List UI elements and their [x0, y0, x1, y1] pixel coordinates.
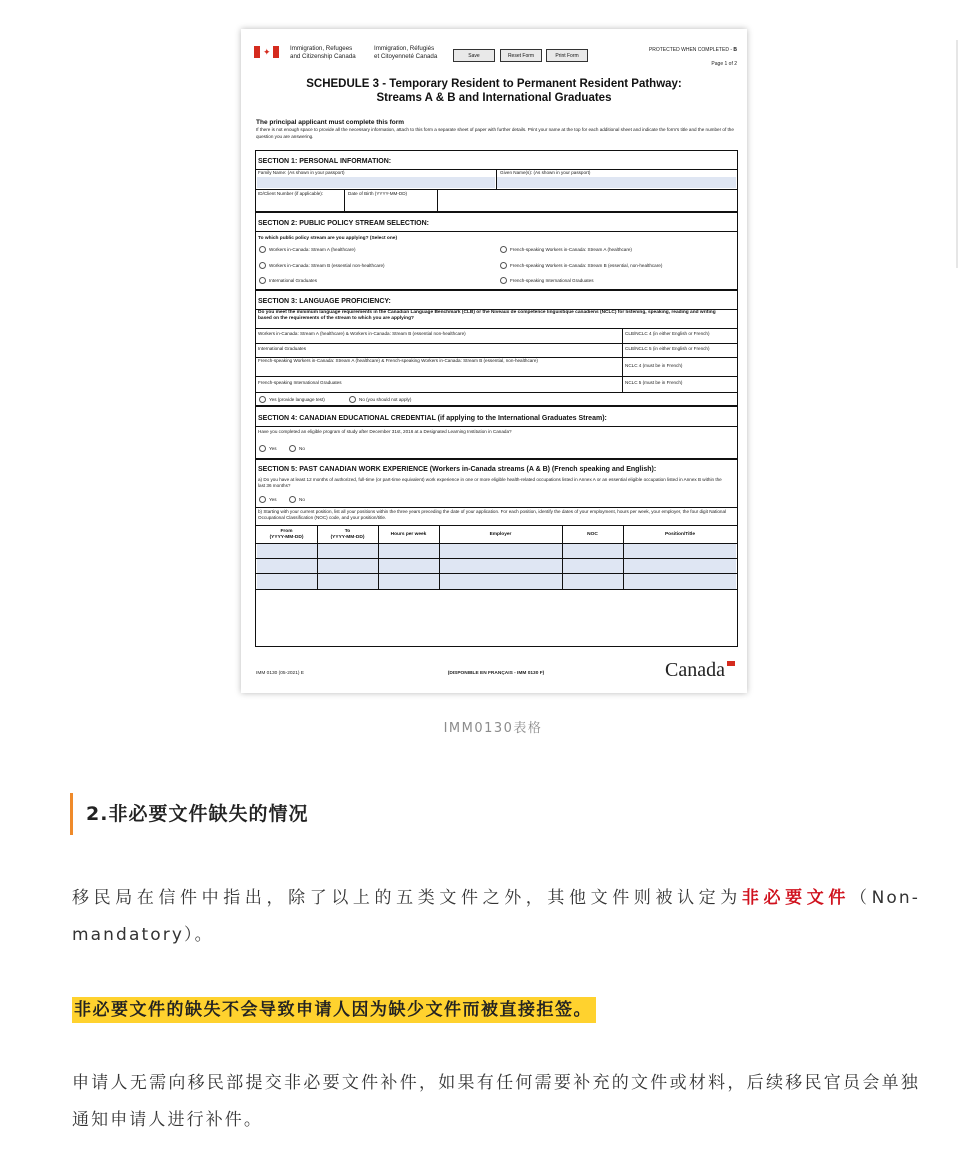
form-title: SCHEDULE 3 - Temporary Resident to Permanent Resident Pathway: Streams A & B and International Graduates [306, 78, 682, 104]
option-workers-stream-a: Workers in-Canada: Stream A (healthcare) [269, 247, 356, 252]
section-3-title: SECTION 3: LANGUAGE PROFICIENCY: [258, 298, 391, 305]
lang-row-3-stream: French-speaking Workers in-Canada: Stream A (healthcare) & French-speaking Workers in-Canada: Stream B (essential, non-healthcare) [258, 358, 538, 363]
highlighted-statement: 非必要文件的缺失不会导致申请人因为缺少文件而被直接拒签。 [72, 997, 596, 1023]
education-no-label: No [299, 446, 305, 451]
lang-row-3-req: NCLC 4 (must be in French) [625, 363, 683, 368]
radio-language-yes[interactable] [259, 396, 266, 403]
radio-workers-stream-a[interactable] [259, 246, 266, 253]
radio-work-yes[interactable] [259, 496, 266, 503]
col-from: From (YYYY-MM-DD) [269, 529, 304, 540]
form-image [241, 29, 747, 693]
print-form-button[interactable]: Print Form [546, 49, 588, 62]
option-workers-stream-b: Workers in-Canada: Stream B (essential non-healthcare) [269, 263, 385, 268]
lang-row-4-stream: French-speaking International Graduates [258, 380, 342, 385]
section-4 [255, 406, 738, 459]
col-hours: Hours per week [390, 532, 427, 537]
radio-workers-stream-b[interactable] [259, 262, 266, 269]
radio-education-no[interactable] [289, 445, 296, 452]
col-position: Position/Title [664, 532, 696, 537]
section-3 [255, 290, 738, 406]
given-names-input[interactable] [497, 177, 736, 188]
lang-row-1-stream: Workers in-Canada: Stream A (healthcare) & Workers in-Canada: Stream B (essential non-healthcare) [258, 331, 466, 336]
reset-form-button[interactable]: Reset Form [500, 49, 542, 62]
work-row-3[interactable] [257, 574, 736, 589]
section-1 [255, 150, 738, 212]
section-4-title: SECTION 4: CANADIAN EDUCATIONAL CREDENTIAL (if applying to the International Graduates Stream): [258, 415, 607, 422]
language-yes-label: Yes (provide language test) [269, 397, 325, 402]
col-employer: Employer [489, 532, 512, 537]
education-question: Have you completed an eligible program of study after December 31st, 2016 at a Designated Learning Institution in Canada? [258, 429, 512, 434]
work-row-2[interactable] [257, 559, 736, 573]
option-french-international-graduates: French-speaking International Graduates [510, 278, 594, 283]
paragraph-2: 申请人无需向移民部提交非必要文件补件，如果有任何需要补充的文件或材料，后续移民官员会单独通知申请人进行补件。 [72, 1073, 920, 1130]
col-noc: NOC [587, 532, 598, 537]
language-no-label: No (you should not apply) [359, 397, 412, 402]
emphasis-non-mandatory: 非必要文件 [741, 888, 850, 908]
section-2-title: SECTION 2: PUBLIC POLICY STREAM SELECTION: [258, 220, 429, 227]
radio-work-no[interactable] [289, 496, 296, 503]
department-name-en: Immigration, Refugees and Citizenship Canada [290, 45, 356, 60]
french-availability: (DISPONIBLE EN FRANÇAIS - IMM 0130 F) [447, 671, 545, 676]
protected-label: PROTECTED WHEN COMPLETED - B [648, 47, 737, 53]
work-yes-label: Yes [269, 497, 277, 502]
department-name-fr: Immigration, Réfugiés et Citoyenneté Canada [374, 45, 438, 60]
principal-instruction: The principal applicant must complete this form [256, 119, 405, 126]
radio-international-graduates[interactable] [259, 277, 266, 284]
radio-language-no[interactable] [349, 396, 356, 403]
principal-note: If there is not enough space to provide all the necessary information, attach to this form a separate sheet of paper with further details. Print your name at the top for each additional sheet and indicate the form's title and the number of the question you are answering. [256, 127, 734, 139]
option-international-graduates: International Graduates [269, 278, 318, 283]
language-question: Do you meet the minimum language requirements in the Canadian Language Benchmark (CLB) or the Niveaux de competence linguistique canadiens (NCLC) for listening, speaking, reading and writing based on the requirements of the stream to which you are applying? [258, 310, 716, 321]
work-question-a: a) Do you have at least 12 months of authorized, full-time (or part-time equivalent) work experience in one or more eligible health-related occupations listed in Annex A or an essential eligible occupation listed in Annex B within the last 36 months? [258, 477, 722, 488]
radio-french-workers-stream-a[interactable] [500, 246, 507, 253]
work-row-1[interactable] [257, 544, 736, 558]
radio-education-yes[interactable] [259, 445, 266, 452]
client-id-label: ID/Client Number (if applicable): [258, 191, 324, 196]
option-french-workers-stream-b: French-speaking Workers in-Canada: Stream B (essential, non-healthcare) [510, 263, 663, 268]
section-1-title: SECTION 1: PERSONAL INFORMATION: [258, 158, 392, 165]
lang-row-2-stream: International Graduates [258, 346, 307, 351]
lang-row-4-req: NCLC 5 (must be in French) [625, 380, 683, 385]
col-to: To (YYYY-MM-DD) [330, 529, 365, 540]
wordmark-flag-icon [727, 661, 735, 666]
section-2 [255, 212, 738, 290]
stream-question: To which public policy stream are you applying? (Select one) [258, 236, 398, 241]
lang-row-1-req: CLB/NCLC 4 (in either English or French) [625, 331, 710, 336]
family-name-input[interactable] [257, 177, 495, 188]
dob-label: Date of Birth (YYYY-MM-DD) [348, 191, 408, 196]
form-code: IMM 0130 (05-2021) E [256, 671, 304, 676]
education-yes-label: Yes [269, 446, 277, 451]
family-name-label: Family Name: (As shown in your passport) [258, 170, 345, 175]
section-5-title: SECTION 5: PAST CANADIAN WORK EXPERIENCE (Workers in-Canada streams (A & B) (French speaking and English): [258, 466, 657, 473]
radio-french-workers-stream-b[interactable] [500, 262, 507, 269]
save-button[interactable]: Save [453, 49, 495, 62]
paragraph-1: 移民局在信件中指出，除了以上的五类文件之外，其他文件则被认定为非必要文件（Non-mandatory）。 [72, 888, 921, 945]
option-french-workers-stream-a: French-speaking Workers in-Canada: Stream A (healthcare) [510, 247, 632, 252]
lang-row-2-req: CLB/NCLC 5 (in either English or French) [625, 346, 710, 351]
canada-flag-icon: ✦ [254, 46, 279, 58]
given-names-label: Given Name(s): (As shown in your passport) [500, 170, 591, 175]
work-no-label: No [299, 497, 305, 502]
scroll-edge [956, 40, 958, 268]
section-5 [255, 459, 738, 647]
image-caption: IMM0130表格 [443, 721, 543, 736]
page-number: Page 1 of 2 [711, 61, 737, 67]
radio-french-international-graduates[interactable] [500, 277, 507, 284]
work-question-b: b) Starting with your current position, list all your positions within the three years preceding the date of your application. For each position, identify the dates of your employment, hours per week, your employer, the four digit National Occupational Classification (NOC) code, and your position/title. [258, 509, 727, 520]
section-heading: 2.非必要文件缺失的情况 [70, 793, 308, 835]
canada-wordmark: Canada [665, 659, 725, 681]
